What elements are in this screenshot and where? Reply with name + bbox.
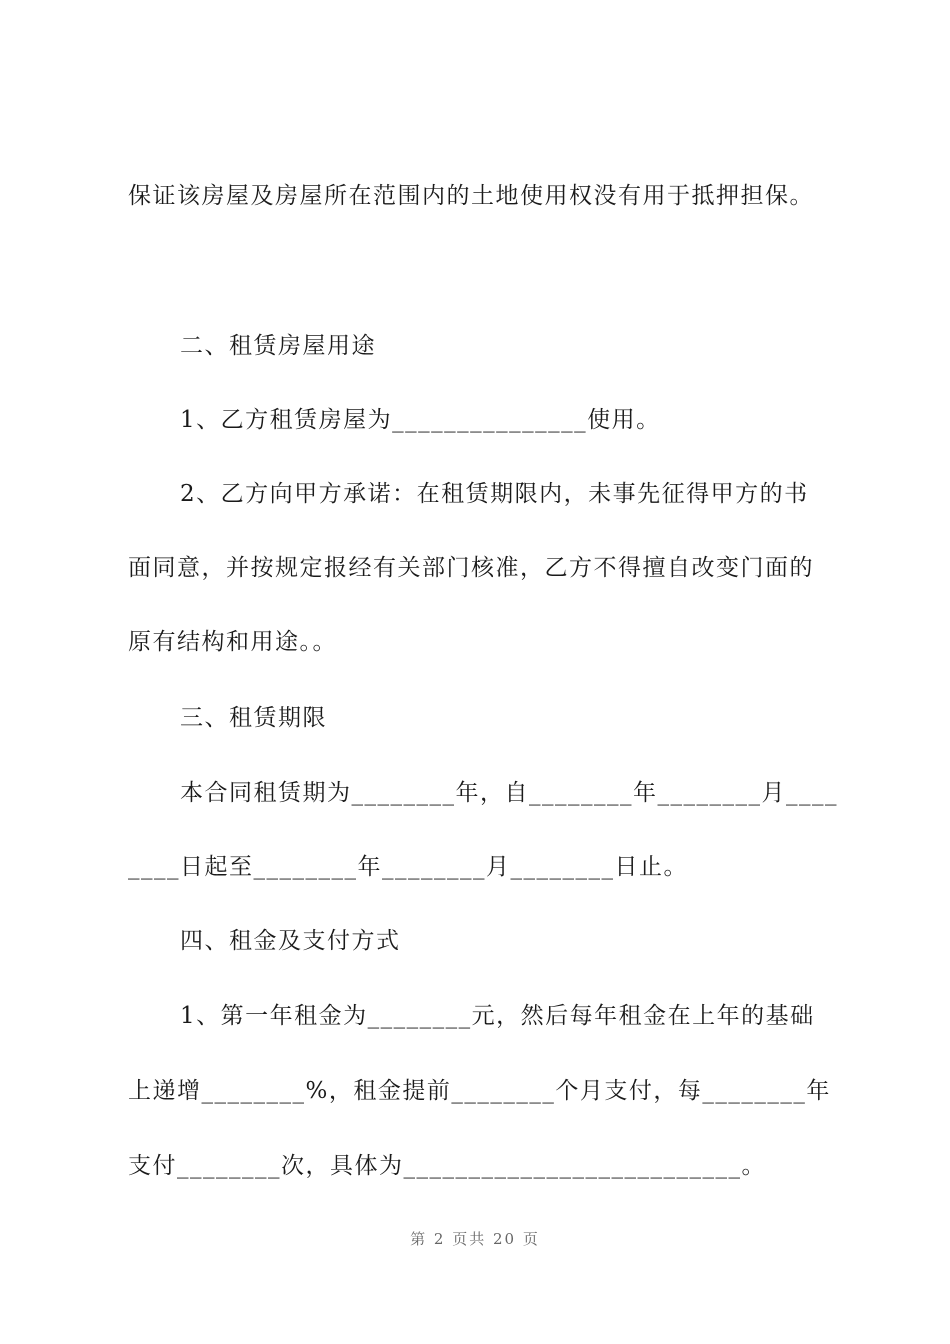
section-heading-term: 三、租赁期限	[180, 705, 327, 731]
paragraph-line-usage-2c: 原有结构和用途。。	[128, 629, 337, 655]
paragraph-line-term-a: 本合同租赁期为________年，自________年________月____	[180, 780, 838, 806]
paragraph-line-usage-2b: 面同意，并按规定报经有关部门核准，乙方不得擅自改变门面的	[128, 555, 814, 581]
paragraph-line-rent-a: 1、第一年租金为________元，然后每年租金在上年的基础	[180, 1003, 815, 1029]
section-heading-rent: 四、租金及支付方式	[180, 928, 401, 954]
paragraph-line-guarantee: 保证该房屋及房屋所在范围内的土地使用权没有用于抵押担保。	[128, 183, 814, 209]
page-footer: 第 2 页共 20 页	[410, 1230, 540, 1248]
paragraph-line-usage-1: 1、乙方租赁房屋为_______________使用。	[180, 407, 661, 433]
paragraph-line-term-b: ____日起至________年________月________日止。	[128, 854, 688, 880]
paragraph-line-rent-b: 上递增________%，租金提前________个月支付，每________年	[128, 1078, 831, 1104]
paragraph-line-usage-2a: 2、乙方向甲方承诺：在租赁期限内，未事先征得甲方的书	[180, 481, 809, 507]
section-heading-usage: 二、租赁房屋用途	[180, 333, 376, 359]
paragraph-line-rent-c: 支付________次，具体为__________________________。	[128, 1153, 766, 1179]
